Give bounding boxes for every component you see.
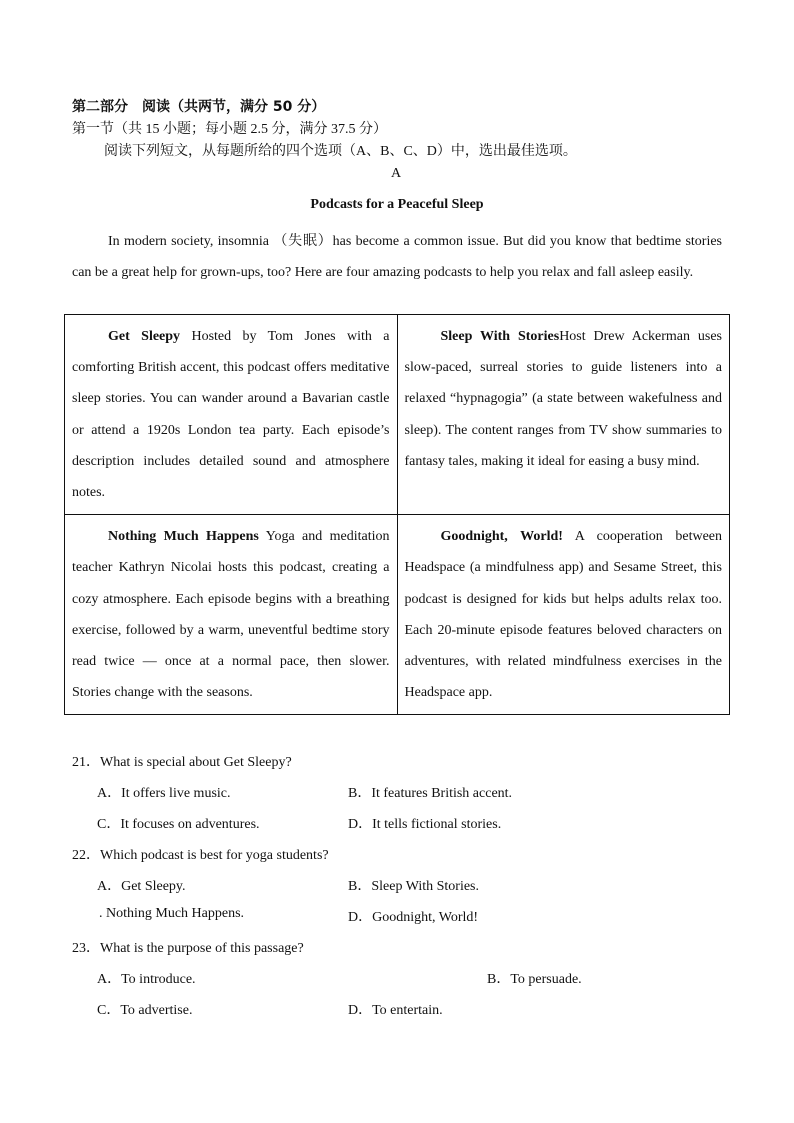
podcast-cell-goodnight-world: [397, 515, 730, 715]
podcast-cell-get-sleepy: [65, 315, 398, 515]
question-21-option-c[interactable]: C．It focuses on adventures.: [97, 817, 260, 832]
question-22-stem: 22．Which podcast is best for yoga students?: [72, 848, 329, 863]
question-21-option-d[interactable]: D．It tells fictional stories.: [348, 817, 502, 832]
question-22-option-d[interactable]: D．Goodnight, World!: [348, 910, 479, 925]
question-23-option-d[interactable]: D．To entertain.: [348, 1003, 443, 1018]
question-23-option-b[interactable]: B．To persuade.: [487, 972, 582, 987]
podcast-name: Nothing Much Happens: [108, 529, 259, 545]
passage-title: Podcasts for a Peaceful Sleep: [310, 197, 484, 212]
podcast-cell-nothing-much-happens: [65, 515, 398, 715]
passage-intro: In modern society, insomnia （失眠）has become a common issue. But did you know that bedtime stories can be a great help for grown-ups, too? Here are four amazing podcasts to help you relax and fall asleep easily.: [72, 234, 722, 280]
podcast-description: A cooperation between Headspace (a mindfulness app) and Sesame Street, this podcast is designed for kids but helps adults relax too. Each 20-minute episode features beloved characters on adventures, with related mindfulness exercises in the Headspace app.: [404, 529, 722, 701]
podcast-description: Hosted by Tom Jones with a comforting British accent, this podcast offers meditative sleep stories. You can wander around a Bavarian castle or attend a 1920s London tea party. Each episode’s description includes detailed sound and atmosphere notes.: [72, 329, 390, 501]
question-23-stem: 23．What is the purpose of this passage?: [72, 941, 304, 956]
question-21-option-a[interactable]: A．It offers live music.: [97, 786, 231, 801]
podcast-name: Get Sleepy: [108, 329, 181, 344]
question-22-option-c[interactable]: . Nothing Much Happens.: [99, 906, 245, 921]
instruction-text: 阅读下列短文，从每题所给的四个选项（A、B、C、D）中，选出最佳选项。: [104, 144, 577, 159]
podcast-description: Yoga and meditation teacher Kathryn Nicolai hosts this podcast, creating a cozy atmosphere. Each episode begins with a breathing exercise, followed by a warm, uneventful bedtime story read twice — once at a normal pace, then slower. Stories change with the seasons.: [72, 529, 390, 701]
podcast-name: Sleep With Stories: [440, 329, 560, 344]
question-23-option-c[interactable]: C．To advertise.: [97, 1003, 193, 1018]
passage-letter: A: [391, 166, 402, 181]
question-22-option-b[interactable]: B．Sleep With Stories.: [348, 879, 480, 894]
part-heading: 第二部分 阅读（共两节，满分 50 分）: [72, 99, 326, 115]
podcast-description: Host Drew Ackerman uses slow-paced, surreal stories to guide listeners into a relaxed “hypnagogia” (a state between wakefulness and sleep). The content ranges from TV show summaries to fantasy tales, making it ideal for easing a busy mind.: [404, 329, 722, 469]
podcast-name: Goodnight, World!: [440, 529, 563, 545]
podcast-cell-sleep-with-stories: [397, 315, 730, 515]
question-22-option-a[interactable]: A．Get Sleepy.: [97, 879, 186, 894]
question-21-stem: 21．What is special about Get Sleepy?: [72, 755, 292, 770]
question-23-option-a[interactable]: A．To introduce.: [97, 972, 196, 987]
podcast-table: [64, 314, 730, 715]
question-21-option-b[interactable]: B．It features British accent.: [348, 786, 513, 801]
section-heading: 第一节（共 15 小题；每小题 2.5 分，满分 37.5 分）: [72, 122, 387, 137]
